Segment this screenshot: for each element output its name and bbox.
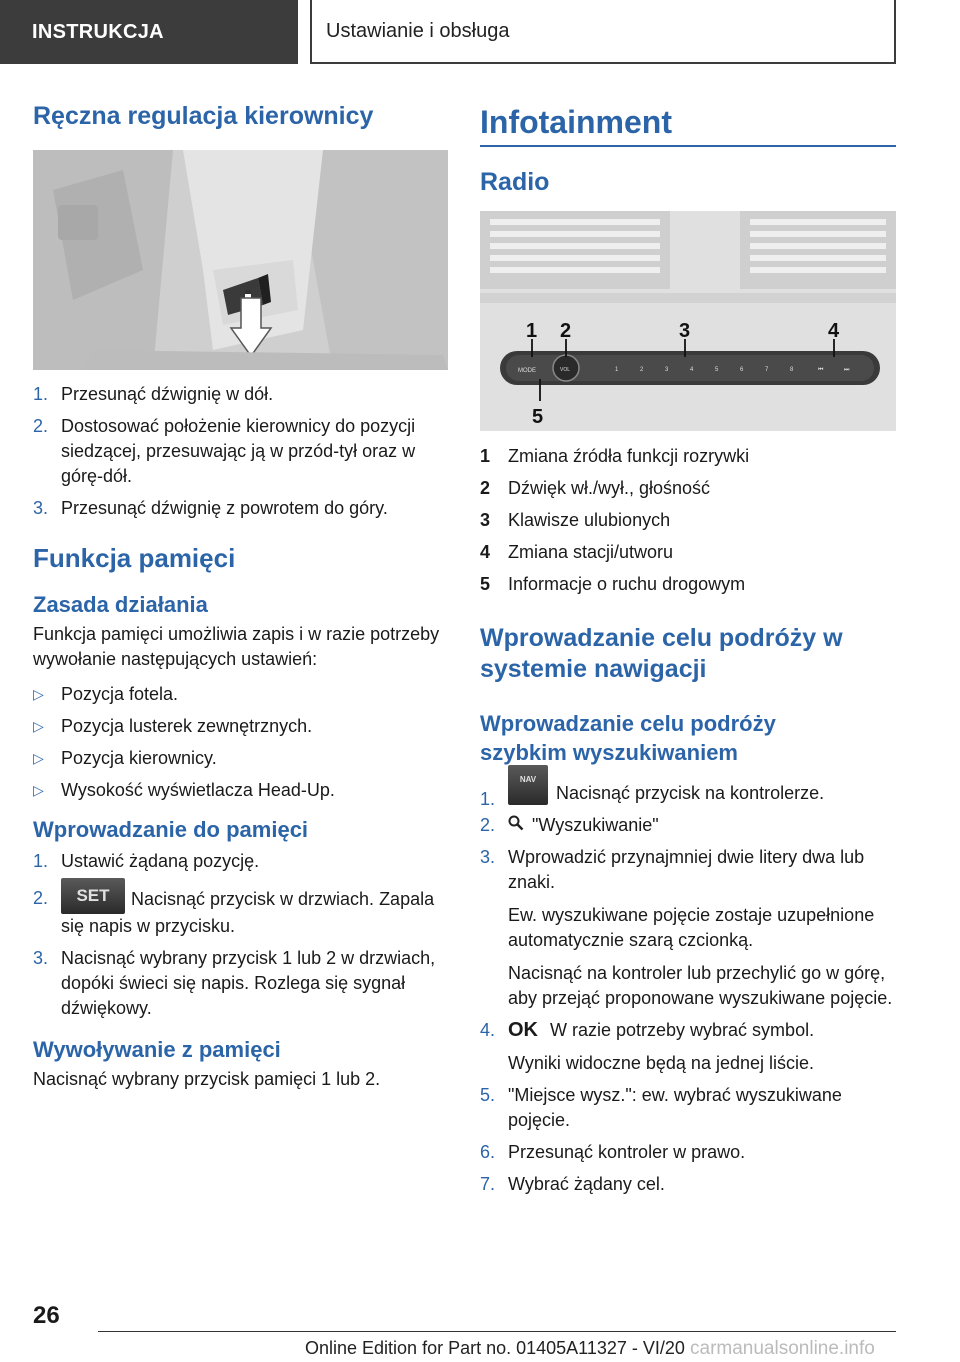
callout-1: 1 xyxy=(526,320,538,342)
list-item: 3. Wprowadzić przynajmniej dwie litery dwa lub znaki. Ew. wyszukiwane pojęcie zostaje uzupełnione automatycznie szarą czcionką. Nacisnąć na kontroler lub przechylić go w górę, aby przejąć proponowane wyszukiwane pojęcie. xyxy=(480,847,893,1008)
recall-text: Nacisnąć wybrany przycisk pamięci 1 lub 2. xyxy=(33,1069,381,1089)
list-item: 5. "Miejsce wysz.": ew. wybrać wyszukiwane pojęcie. xyxy=(480,1085,842,1130)
list-item: ▷ Pozycja kierownicy. xyxy=(33,746,448,771)
nav-heading: Wprowadzanie celu podróży w systemie nawigacji xyxy=(480,624,843,683)
legend-row: 2 Dźwięk wł./wył., głośność xyxy=(480,478,711,498)
list-item: ▷ Pozycja fotela. xyxy=(33,682,448,707)
edition-text: Online Edition for Part no. 01405A11327 - VI/20 xyxy=(305,1338,685,1358)
radio-panel-image xyxy=(480,211,896,431)
mode-label: MODE xyxy=(518,368,536,374)
store-steps xyxy=(33,849,448,1021)
principle-heading: Zasada działania xyxy=(33,592,208,617)
radio-heading: Radio xyxy=(480,168,550,196)
steering-heading: Ręczna regulacja kierownicy xyxy=(33,102,374,130)
triangle-bullet-icon: ▷ xyxy=(33,782,44,798)
triangle-bullet-icon: ▷ xyxy=(33,686,44,702)
list-item: 1. Ustawić żądaną pozycję. xyxy=(33,851,260,871)
list-item: 6. Przesunąć kontroler w prawo. xyxy=(480,1142,746,1162)
steering-column-image xyxy=(33,150,448,370)
list-item: 7. Wybrać żądany cel. xyxy=(480,1174,665,1194)
legend-row: 3 Klawisze ulubionych xyxy=(480,510,671,530)
memory-heading: Funkcja pamięci xyxy=(33,543,236,573)
list-item: 1. Przesunąć dźwignię w dół. xyxy=(33,384,274,404)
radio-legend xyxy=(480,444,896,597)
infotainment-heading: Infotainment xyxy=(480,104,672,140)
vol-label: VOL xyxy=(560,367,571,373)
legend-row: 5 Informacje o ruchu drogowym xyxy=(480,574,746,594)
left-column xyxy=(33,100,448,1092)
quick-search-heading: Wprowadzanie celu podróży szybkim wyszukiwaniem xyxy=(480,711,776,765)
triangle-bullet-icon: ▷ xyxy=(33,750,44,766)
preset-label: 4 xyxy=(690,367,694,373)
preset-label: 6 xyxy=(740,367,744,373)
callout-4: 4 xyxy=(828,320,840,342)
principle-text: Funkcja pamięci umożliwia zapis i w razie potrzeby wywołanie następujących ustawień: xyxy=(33,624,440,669)
nav-steps xyxy=(480,775,896,1197)
store-heading: Wprowadzanie do pamięci xyxy=(33,817,309,842)
list-item: 1. NAVNacisnąć przycisk na kontrolerze. xyxy=(480,781,896,806)
page-header xyxy=(0,0,960,66)
preset-label: 3 xyxy=(665,367,669,373)
principle-list xyxy=(33,682,448,803)
radio-panel-illustration xyxy=(480,211,896,431)
section-tab: INSTRUKCJA xyxy=(0,0,298,64)
callout-3: 3 xyxy=(679,320,691,342)
preset-label: 7 xyxy=(765,367,769,373)
list-item: 3. Przesunąć dźwignię z powrotem do góry. xyxy=(33,498,388,518)
legend-row: 1 Zmiana źródła funkcji rozrywki xyxy=(480,446,750,466)
page-number: 26 xyxy=(33,1302,60,1329)
watermark: carmanualsonline.info xyxy=(690,1338,875,1359)
recall-heading: Wywoływanie z pamięci xyxy=(33,1037,281,1062)
chapter-tab: Ustawianie i obsługa xyxy=(310,0,896,64)
preset-label: 1 xyxy=(615,367,619,373)
right-column xyxy=(480,100,896,1204)
preset-label: 2 xyxy=(640,367,644,373)
ok-icon: OK xyxy=(508,1019,538,1041)
set-button-icon: SET xyxy=(61,878,125,914)
list-item: 3. Nacisnąć wybrany przycisk 1 lub 2 w drzwiach, dopóki świeci się napis. Rozlega się sygnał dźwiękowy. xyxy=(33,948,436,1018)
footer-rule xyxy=(98,1331,896,1332)
list-item: ▷ Pozycja lusterek zewnętrznych. xyxy=(33,714,448,739)
nav-button-icon: NAV xyxy=(508,765,548,805)
list-item: 2. SET Nacisnąć przycisk w drzwiach. Zapala się napis w przycisku. xyxy=(33,886,448,939)
search-icon xyxy=(508,813,532,838)
preset-label: 8 xyxy=(790,367,794,373)
next-track-icon: ⏭ xyxy=(844,367,850,373)
list-item: 2. Dostosować położenie kierownicy do pozycji siedzącej, przesuwając ją w przód‑tył oraz w górę‑dół. xyxy=(33,416,416,486)
preset-label: 5 xyxy=(715,367,719,373)
steering-column-illustration xyxy=(33,150,448,370)
steering-steps xyxy=(33,382,448,521)
list-item: ▷ Wysokość wyświetlacza Head‑Up. xyxy=(33,778,448,803)
list-item: 4. OK W razie potrzeby wybrać symbol. Wyniki widoczne będą na jednej liście. xyxy=(480,1019,815,1073)
prev-track-icon: ⏮ xyxy=(818,367,824,373)
callout-5: 5 xyxy=(532,406,544,428)
triangle-bullet-icon: ▷ xyxy=(33,718,44,734)
legend-row: 4 Zmiana stacji/utworu xyxy=(480,542,674,562)
list-item: 2. "Wyszukiwanie" xyxy=(480,813,896,838)
callout-2: 2 xyxy=(560,320,572,342)
